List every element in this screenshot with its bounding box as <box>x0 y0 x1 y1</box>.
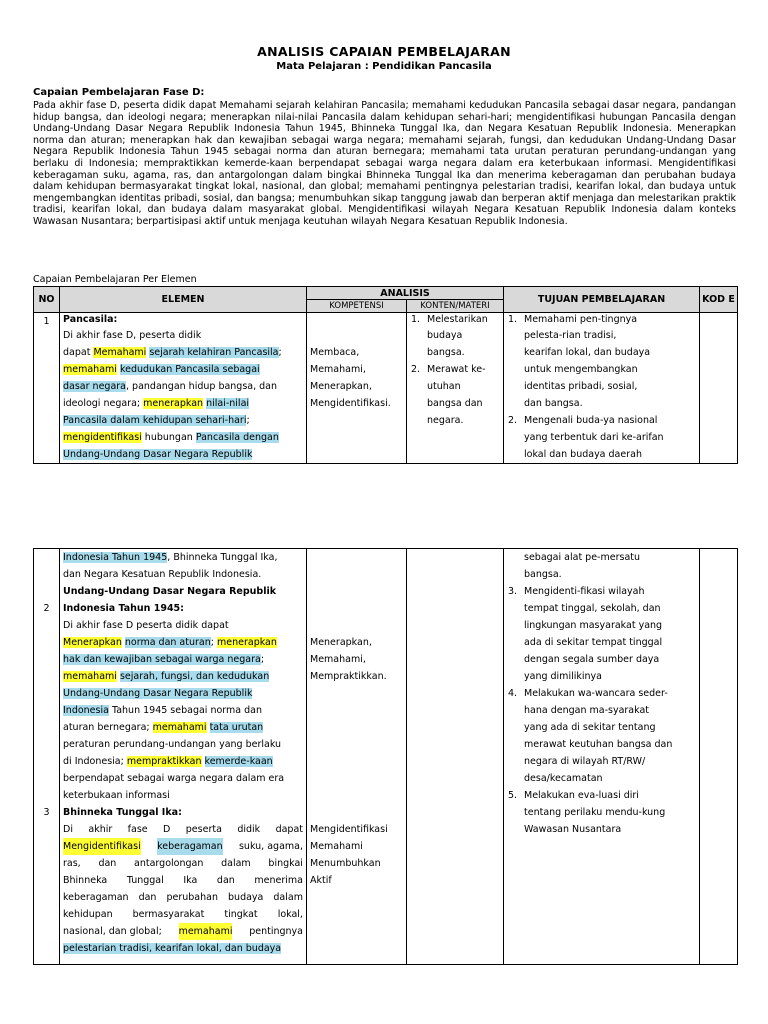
tujuan-cell: 1. Memahami pen-tingnya pelesta-rian tradisi, kearifan lokal, dan budaya untuk mengembangkan identitas pribadi, sosial, dan bangsa. 2. Mengenali buda-ya nasional yang terbentuk dari ke-arifan lokal dan budaya daerah <box>504 313 700 464</box>
row-number: 1 <box>34 313 60 464</box>
header-elemen: ELEMEN <box>60 287 307 313</box>
header-kompetensi: KOMPETENSI <box>307 300 407 313</box>
elemen-caption: Capaian Pembelajaran Per Elemen <box>33 274 197 285</box>
elemen-cell: Pancasila: Di akhir fase D, peserta didik dapat Memahami sejarah kelahiran Pancasila; memahami kedudukan Pancasila sebagai dasar negara, pandangan hidup bangsa, dan ideologi negara; menerapkan nilai-nilai Pancasila dalam kehidupan sehari-hari; mengidentifikasi hubungan Pancasila dengan Undang-Undang Dasar Negara Republik <box>60 313 307 464</box>
kode-cell <box>700 549 738 965</box>
cp-heading: Capaian Pembelajaran Fase D: <box>33 87 205 98</box>
tujuan-cell: sebagai alat pe-mersatu bangsa. 3. Mengidenti-fikasi wilayah tempat tinggal, sekolah, dan lingkungan masyarakat yang ada di sekitar tempat tinggal dengan segala sumber daya yang dimilikinya 4. Melakukan wa-wancara seder- hana dengan ma-syarakat yang ada di sekitar tentang merawat keutuhan bangsa dan negara di wilayah RT/RW/ desa/kecamatan 5. Melakukan eva-luasi diri tentang perilaku mendu-kung Wawasan Nusantara <box>504 549 700 965</box>
row-number: 2 3 <box>34 549 60 965</box>
konten-cell: 1. Melestarikan budaya bangsa. 2. Merawat ke- utuhan bangsa dan negara. <box>407 313 504 464</box>
header-konten: KONTEN/MATERI <box>407 300 504 313</box>
analysis-table-part-2 <box>33 548 738 965</box>
header-tujuan: TUJUAN PEMBELAJARAN <box>504 287 700 313</box>
header-analisis: ANALISIS <box>307 287 504 300</box>
konten-cell <box>407 549 504 965</box>
document-subtitle: Mata Pelajaran : Pendidikan Pancasila <box>276 61 492 72</box>
document-title: ANALISIS CAPAIAN PEMBELAJARAN <box>257 44 511 59</box>
header-kode: KOD E <box>700 287 738 313</box>
elemen-cell: Indonesia Tahun 1945, Bhinneka Tunggal Ika, dan Negara Kesatuan Republik Indonesia. Undang-Undang Dasar Negara Republik Indonesia Tahun 1945: Di akhir fase D peserta didik dapat Menerapkan norma dan aturan; menerapkan hak dan kewajiban sebagai warga negara; memahami sejarah, fungsi, dan kedudukan Undang-Undang Dasar Negara Republik Indonesia Tahun 1945 sebagai norma dan aturan bernegara; memahami tata urutan peraturan perundang-undangan yang berlaku di Indonesia; mempraktikkan kemerde-kaan berpendapat sebagai warga negara dalam era keterbukaan informasi Bhinneka Tunggal Ika: Di akhir fase D peserta didik dapat Mengidentifikasi keberagaman suku, agama, ras, dan antargolongan dalam bingkai Bhinneka Tunggal Ika dan menerima keberagaman dan perubahan budaya dalam kehidupan bermasyarakat tingkat lokal, nasional, dan global; memahami pentingnya pelestarian tradisi, kearifan lokal, dan budaya <box>60 549 307 965</box>
header-no: NO <box>34 287 60 313</box>
kode-cell <box>700 313 738 464</box>
kompetensi-cell: Menerapkan, Memahami, Mempraktikkan. Mengidentifikasi Memahami Menumbuhkan Aktif <box>307 549 407 965</box>
kompetensi-cell: Membaca, Memahami, Menerapkan, Mengidentifikasi. <box>307 313 407 464</box>
analysis-table-part-1 <box>33 286 738 464</box>
table-row <box>34 549 738 965</box>
table-row <box>34 313 738 464</box>
cp-body-text: Pada akhir fase D, peserta didik dapat Memahami sejarah kelahiran Pancasila; memahami kedudukan Pancasila sebagai dasar negara, pandangan hidup bangsa, dan ideologi negara; menerapkan nilai-nilai Pancasila dalam kehidupan sehari-hari; mengidentifikasi hubungan Pancasila dengan Undang-Undang Dasar Negara Republik Indonesia Tahun 1945, Bhinneka Tunggal Ika, dan Negara Kesatuan Republik Indonesia. Menerapkan norma dan aturan; menerapkan hak dan kewajiban sebagai warga negara; memahami sejarah, fungsi, dan kedudukan Undang-Undang Dasar Negara Republik Indonesia Tahun 1945 sebagai norma dan aturan bernegara; memahami tata urutan peraturan perundang-undangan yang berlaku di Indonesia; mempraktikkan kemerde-kaan berpendapat sebagai warga negara dalam era keterbukaan informasi. Mengidentifikasi keberagaman suku, agama, ras, dan antargolongan dalam bingkai Bhinneka Tunggal Ika dan menerima keberagaman dan perubahan budaya dalam kehidupan bermasyarakat tingkat lokal, nasional, dan global; memahami pentingnya pelestarian tradisi, kearifan lokal, dan budaya untuk mengembangkan identitas pribadi, sosial, dan bangsa; menumbuhkan sikap tanggung jawab dan berperan aktif menjaga dan melestarikan praktik tradisi, kearifan lokal, dan budaya dalam masyarakat global. Mengidentifikasi wilayah Negara Kesatuan Republik Indonesia dalam konteks Wawasan Nusantara; berpartisipasi aktif untuk menjaga keutuhan wilayah Negara Kesatuan Republik Indonesia. <box>33 100 736 227</box>
